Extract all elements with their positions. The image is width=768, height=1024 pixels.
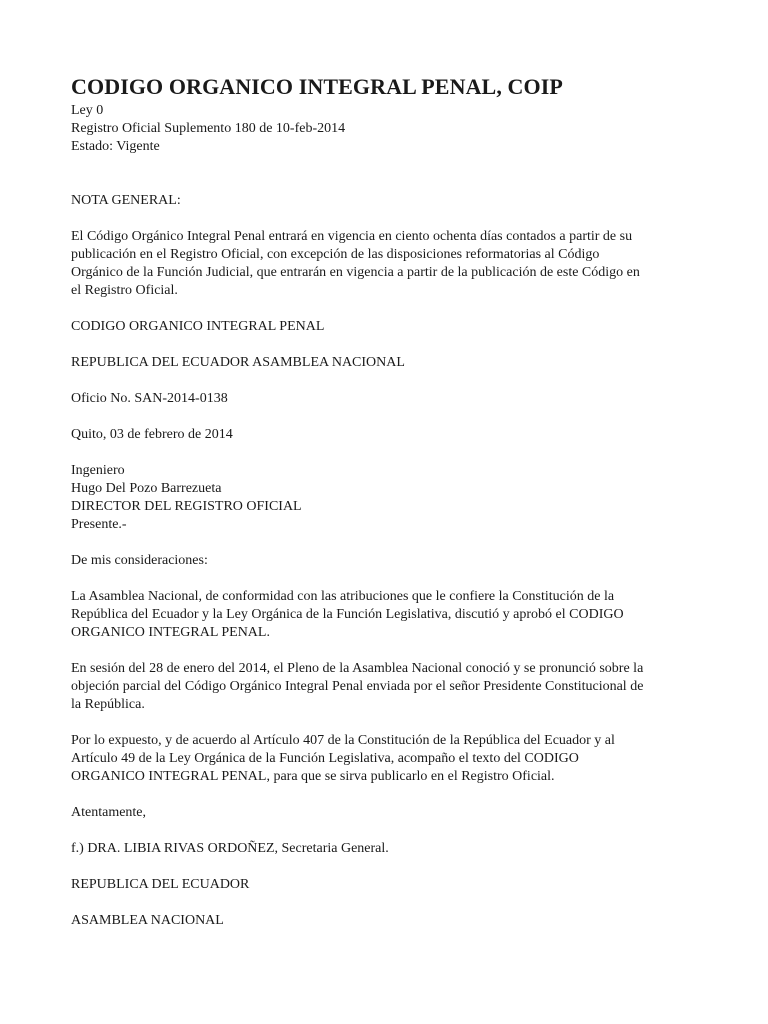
document-title: CODIGO ORGANICO INTEGRAL PENAL, COIP xyxy=(71,74,563,99)
meta-estado: Estado: Vigente xyxy=(71,139,160,154)
text-line: objeción parcial del Código Orgánico Integral Penal enviada por el señor Presidente Constitucional de xyxy=(71,679,644,694)
meta-registro: Registro Oficial Suplemento 180 de 10-feb-2014 xyxy=(71,121,346,136)
paragraph-3 xyxy=(71,732,711,786)
recipient-line: Hugo Del Pozo Barrezueta xyxy=(71,481,222,496)
text-line: la República. xyxy=(71,697,145,712)
signature: f.) DRA. LIBIA RIVAS ORDOÑEZ, Secretaria General. xyxy=(71,841,389,856)
text-line: publicación en el Registro Oficial, con excepción de las disposiciones reformatorias al Código xyxy=(71,247,600,262)
date-line: Quito, 03 de febrero de 2014 xyxy=(71,427,233,442)
text-line: República del Ecuador y la Ley Orgánica de la Función Legislativa, discutió y aprobó el CODIGO xyxy=(71,607,624,622)
footer-asamblea: ASAMBLEA NACIONAL xyxy=(71,913,224,928)
text-line: Por lo expuesto, y de acuerdo al Artículo 407 de la Constitución de la República del Ecuador y al xyxy=(71,733,615,748)
document-meta xyxy=(71,102,711,156)
document-page xyxy=(71,74,711,930)
oficio-number: Oficio No. SAN-2014-0138 xyxy=(71,391,228,406)
paragraph-1 xyxy=(71,588,711,642)
nota-general-text xyxy=(71,228,711,300)
nota-general-heading: NOTA GENERAL: xyxy=(71,193,181,208)
text-line: Orgánico de la Función Judicial, que entrarán en vigencia a partir de la publicación de este Código en xyxy=(71,265,640,280)
text-line: el Registro Oficial. xyxy=(71,283,178,298)
recipient-line: Presente.- xyxy=(71,517,127,532)
code-heading: CODIGO ORGANICO INTEGRAL PENAL xyxy=(71,319,325,334)
closing: Atentamente, xyxy=(71,805,147,820)
paragraph-2 xyxy=(71,660,711,714)
meta-ley: Ley 0 xyxy=(71,103,104,118)
text-line: ORGANICO INTEGRAL PENAL. xyxy=(71,625,270,640)
recipient-line: Ingeniero xyxy=(71,463,125,478)
recipient-block xyxy=(71,462,711,534)
footer-republic: REPUBLICA DEL ECUADOR xyxy=(71,877,250,892)
text-line: ORGANICO INTEGRAL PENAL, para que se sirva publicarlo en el Registro Oficial. xyxy=(71,769,555,784)
recipient-line: DIRECTOR DEL REGISTRO OFICIAL xyxy=(71,499,302,514)
republic-heading: REPUBLICA DEL ECUADOR ASAMBLEA NACIONAL xyxy=(71,355,405,370)
text-line: El Código Orgánico Integral Penal entrará en vigencia en ciento ochenta días contados a partir de su xyxy=(71,229,633,244)
greeting: De mis consideraciones: xyxy=(71,553,208,568)
text-line: La Asamblea Nacional, de conformidad con las atribuciones que le confiere la Constitución de la xyxy=(71,589,615,604)
text-line: En sesión del 28 de enero del 2014, el Pleno de la Asamblea Nacional conoció y se pronunció sobre la xyxy=(71,661,644,676)
text-line: Artículo 49 de la Ley Orgánica de la Función Legislativa, acompaño el texto del CODIGO xyxy=(71,751,579,766)
